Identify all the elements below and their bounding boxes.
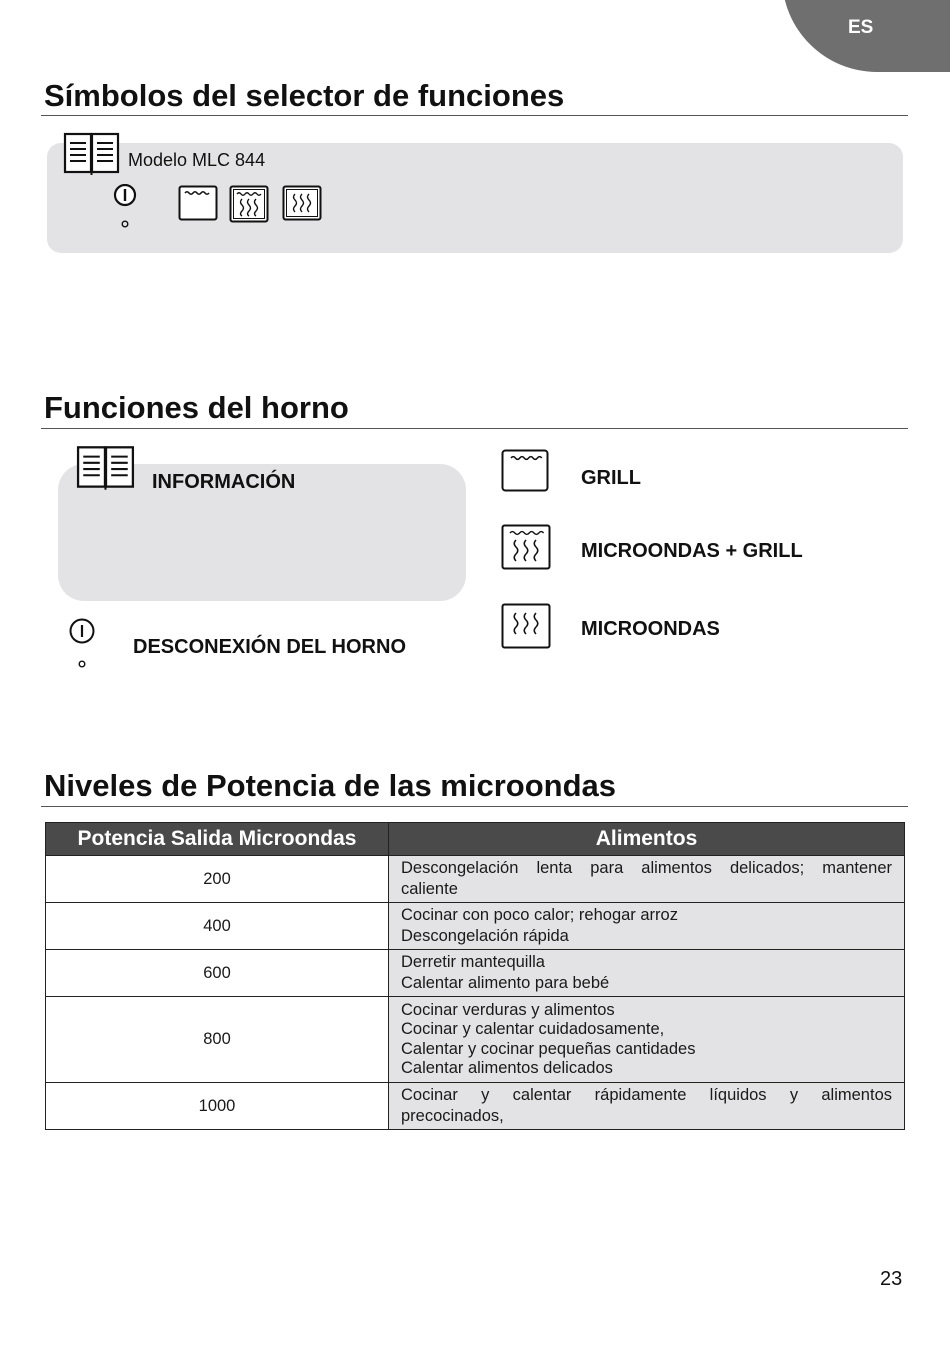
table-row (46, 950, 905, 997)
power-cell: 1000 (46, 1083, 389, 1130)
food-line: precocinados, (401, 1107, 504, 1125)
language-label: ES (848, 17, 874, 38)
function-label-microwave-grill: MICROONDAS + GRILL (581, 540, 803, 562)
section-title-oven-functions: Funciones del horno (44, 390, 349, 425)
info-label: INFORMACIÓN (152, 471, 296, 493)
food-line: Calentar alimentos delicados (401, 1059, 613, 1077)
grill-icon (178, 185, 218, 221)
power-off-icon (68, 618, 96, 672)
section-divider (41, 115, 908, 116)
food-line: Cocinar y calentar rápidamente líquidos y alimentos (401, 1086, 892, 1104)
food-line: Cocinar y calentar cuidadosamente, (401, 1020, 665, 1038)
power-cell: 800 (46, 997, 389, 1083)
power-cell: 200 (46, 856, 389, 903)
food-cell (389, 856, 905, 903)
food-line: caliente (401, 880, 458, 898)
page-number: 23 (880, 1268, 903, 1290)
food-line: Derretir mantequilla (401, 953, 545, 971)
food-cell (389, 1083, 905, 1130)
power-off-icon (113, 184, 139, 230)
book-icon (63, 132, 121, 176)
section-title-power-levels: Niveles de Potencia de las microondas (44, 768, 617, 803)
food-line: Calentar y cocinar pequeñas cantidades (401, 1039, 696, 1058)
power-levels-table (45, 822, 905, 1130)
column-header-food: Alimentos (389, 823, 905, 856)
grill-icon (501, 449, 549, 493)
food-line: Cocinar verduras y alimentos (401, 1000, 615, 1019)
microwave-grill-icon (229, 185, 269, 223)
microwave-icon (282, 185, 322, 221)
section-title-selector-symbols: Símbolos del selector de funciones (44, 78, 565, 113)
table-row (46, 997, 905, 1083)
microwave-grill-icon (501, 524, 551, 570)
oven-off-label: DESCONEXIÓN DEL HORNO (133, 636, 406, 658)
power-cell: 600 (46, 950, 389, 997)
food-line: Descongelación lenta para alimentos delicados; mantener (401, 859, 892, 877)
table-header-row (46, 823, 905, 856)
section-divider (41, 806, 908, 807)
function-label-grill: GRILL (581, 467, 641, 489)
table-row (46, 903, 905, 950)
function-label-microwave: MICROONDAS (581, 618, 720, 640)
food-line: Cocinar con poco calor; rehogar arroz (401, 906, 678, 924)
section-divider (41, 428, 908, 429)
model-label: Modelo MLC 844 (128, 150, 266, 170)
food-cell (389, 997, 905, 1083)
microwave-icon (501, 603, 551, 649)
column-header-power: Potencia Salida Microondas (46, 823, 389, 856)
table-row (46, 1083, 905, 1130)
book-icon (76, 445, 136, 491)
food-cell (389, 950, 905, 997)
food-line: Descongelación rápida (401, 927, 569, 945)
food-cell (389, 903, 905, 950)
table-row (46, 856, 905, 903)
food-line: Calentar alimento para bebé (401, 974, 610, 992)
power-cell: 400 (46, 903, 389, 950)
